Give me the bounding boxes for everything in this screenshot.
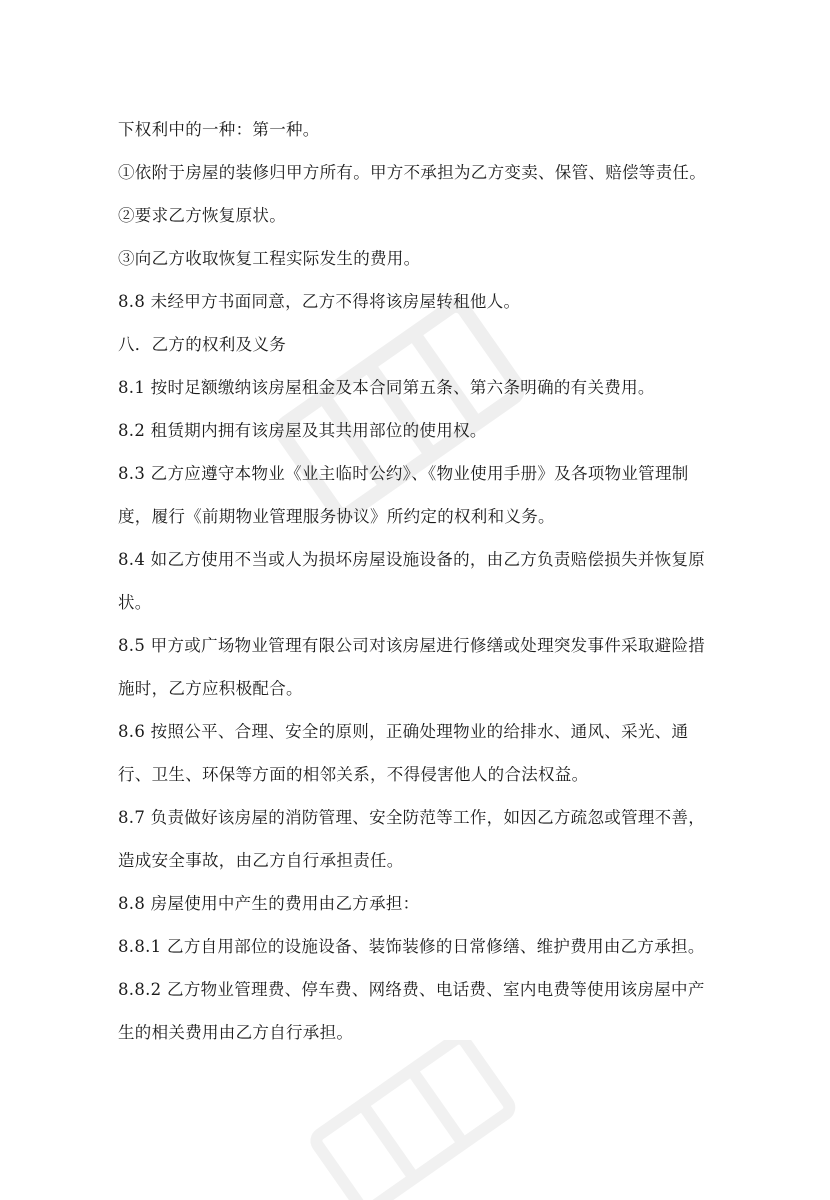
paragraph-clause-8-8-sublet: 8.8 未经甲方书面同意，乙方不得将该房屋转租他人。 — [118, 292, 521, 311]
watermark-logo-bottom — [300, 1040, 520, 1200]
paragraph-clause-8-2: 8.2 租赁期内拥有该房屋及其共用部位的使用权。 — [118, 421, 487, 440]
paragraph-item-1: ①依附于房屋的装修归甲方所有。甲方不承担为乙方变卖、保管、赔偿等责任。 — [118, 163, 706, 182]
paragraph-clause-8-8-2: 8.8.2 乙方物业管理费、停车费、网络费、电话费、室内电费等使用该房屋中产生的相关费用由乙方自行承担。 — [118, 980, 705, 1042]
paragraph-clause-8-3: 8.3 乙方应遵守本物业《业主临时公约》、《物业使用手册》及各项物业管理制度，履行《前期物业管理服务协议》所约定的权利和义务。 — [118, 464, 689, 526]
paragraph-clause-8-4: 8.4 如乙方使用不当或人为损坏房屋设施设备的，由乙方负责赔偿损失并恢复原状。 — [118, 550, 706, 612]
paragraph-clause-8-6: 8.6 按照公平、合理、安全的原则，正确处理物业的给排水、通风、采光、通行、卫生、环保等方面的相邻关系，不得侵害他人的合法权益。 — [118, 722, 689, 784]
paragraph-clause-8-7: 8.7 负责做好该房屋的消防管理、安全防范等工作，如因乙方疏忽或管理不善，造成安全事故，由乙方自行承担责任。 — [118, 808, 706, 870]
paragraph-clause-8-1: 8.1 按时足额缴纳该房屋租金及本合同第五条、第六条明确的有关费用。 — [118, 378, 655, 397]
paragraph-clause-8-5: 8.5 甲方或广场物业管理有限公司对该房屋进行修缮或处理突发事件采取避险措施时，乙方应积极配合。 — [118, 636, 706, 698]
paragraph-item-3: ③向乙方收取恢复工程实际发生的费用。 — [118, 249, 421, 268]
paragraph-item-2: ②要求乙方恢复原状。 — [118, 206, 286, 225]
paragraph-clause-8-8-fees: 8.8 房屋使用中产生的费用由乙方承担： — [118, 894, 420, 913]
section-heading-tenant-rights: 八．乙方的权利及义务 — [118, 335, 286, 354]
paragraph-rights-choice: 下权利中的一种：第一种。 — [118, 120, 320, 139]
document-body — [118, 108, 718, 1054]
paragraph-clause-8-8-1: 8.8.1 乙方自用部位的设施设备、装饰装修的日常修缮、维护费用由乙方承担。 — [118, 937, 705, 956]
